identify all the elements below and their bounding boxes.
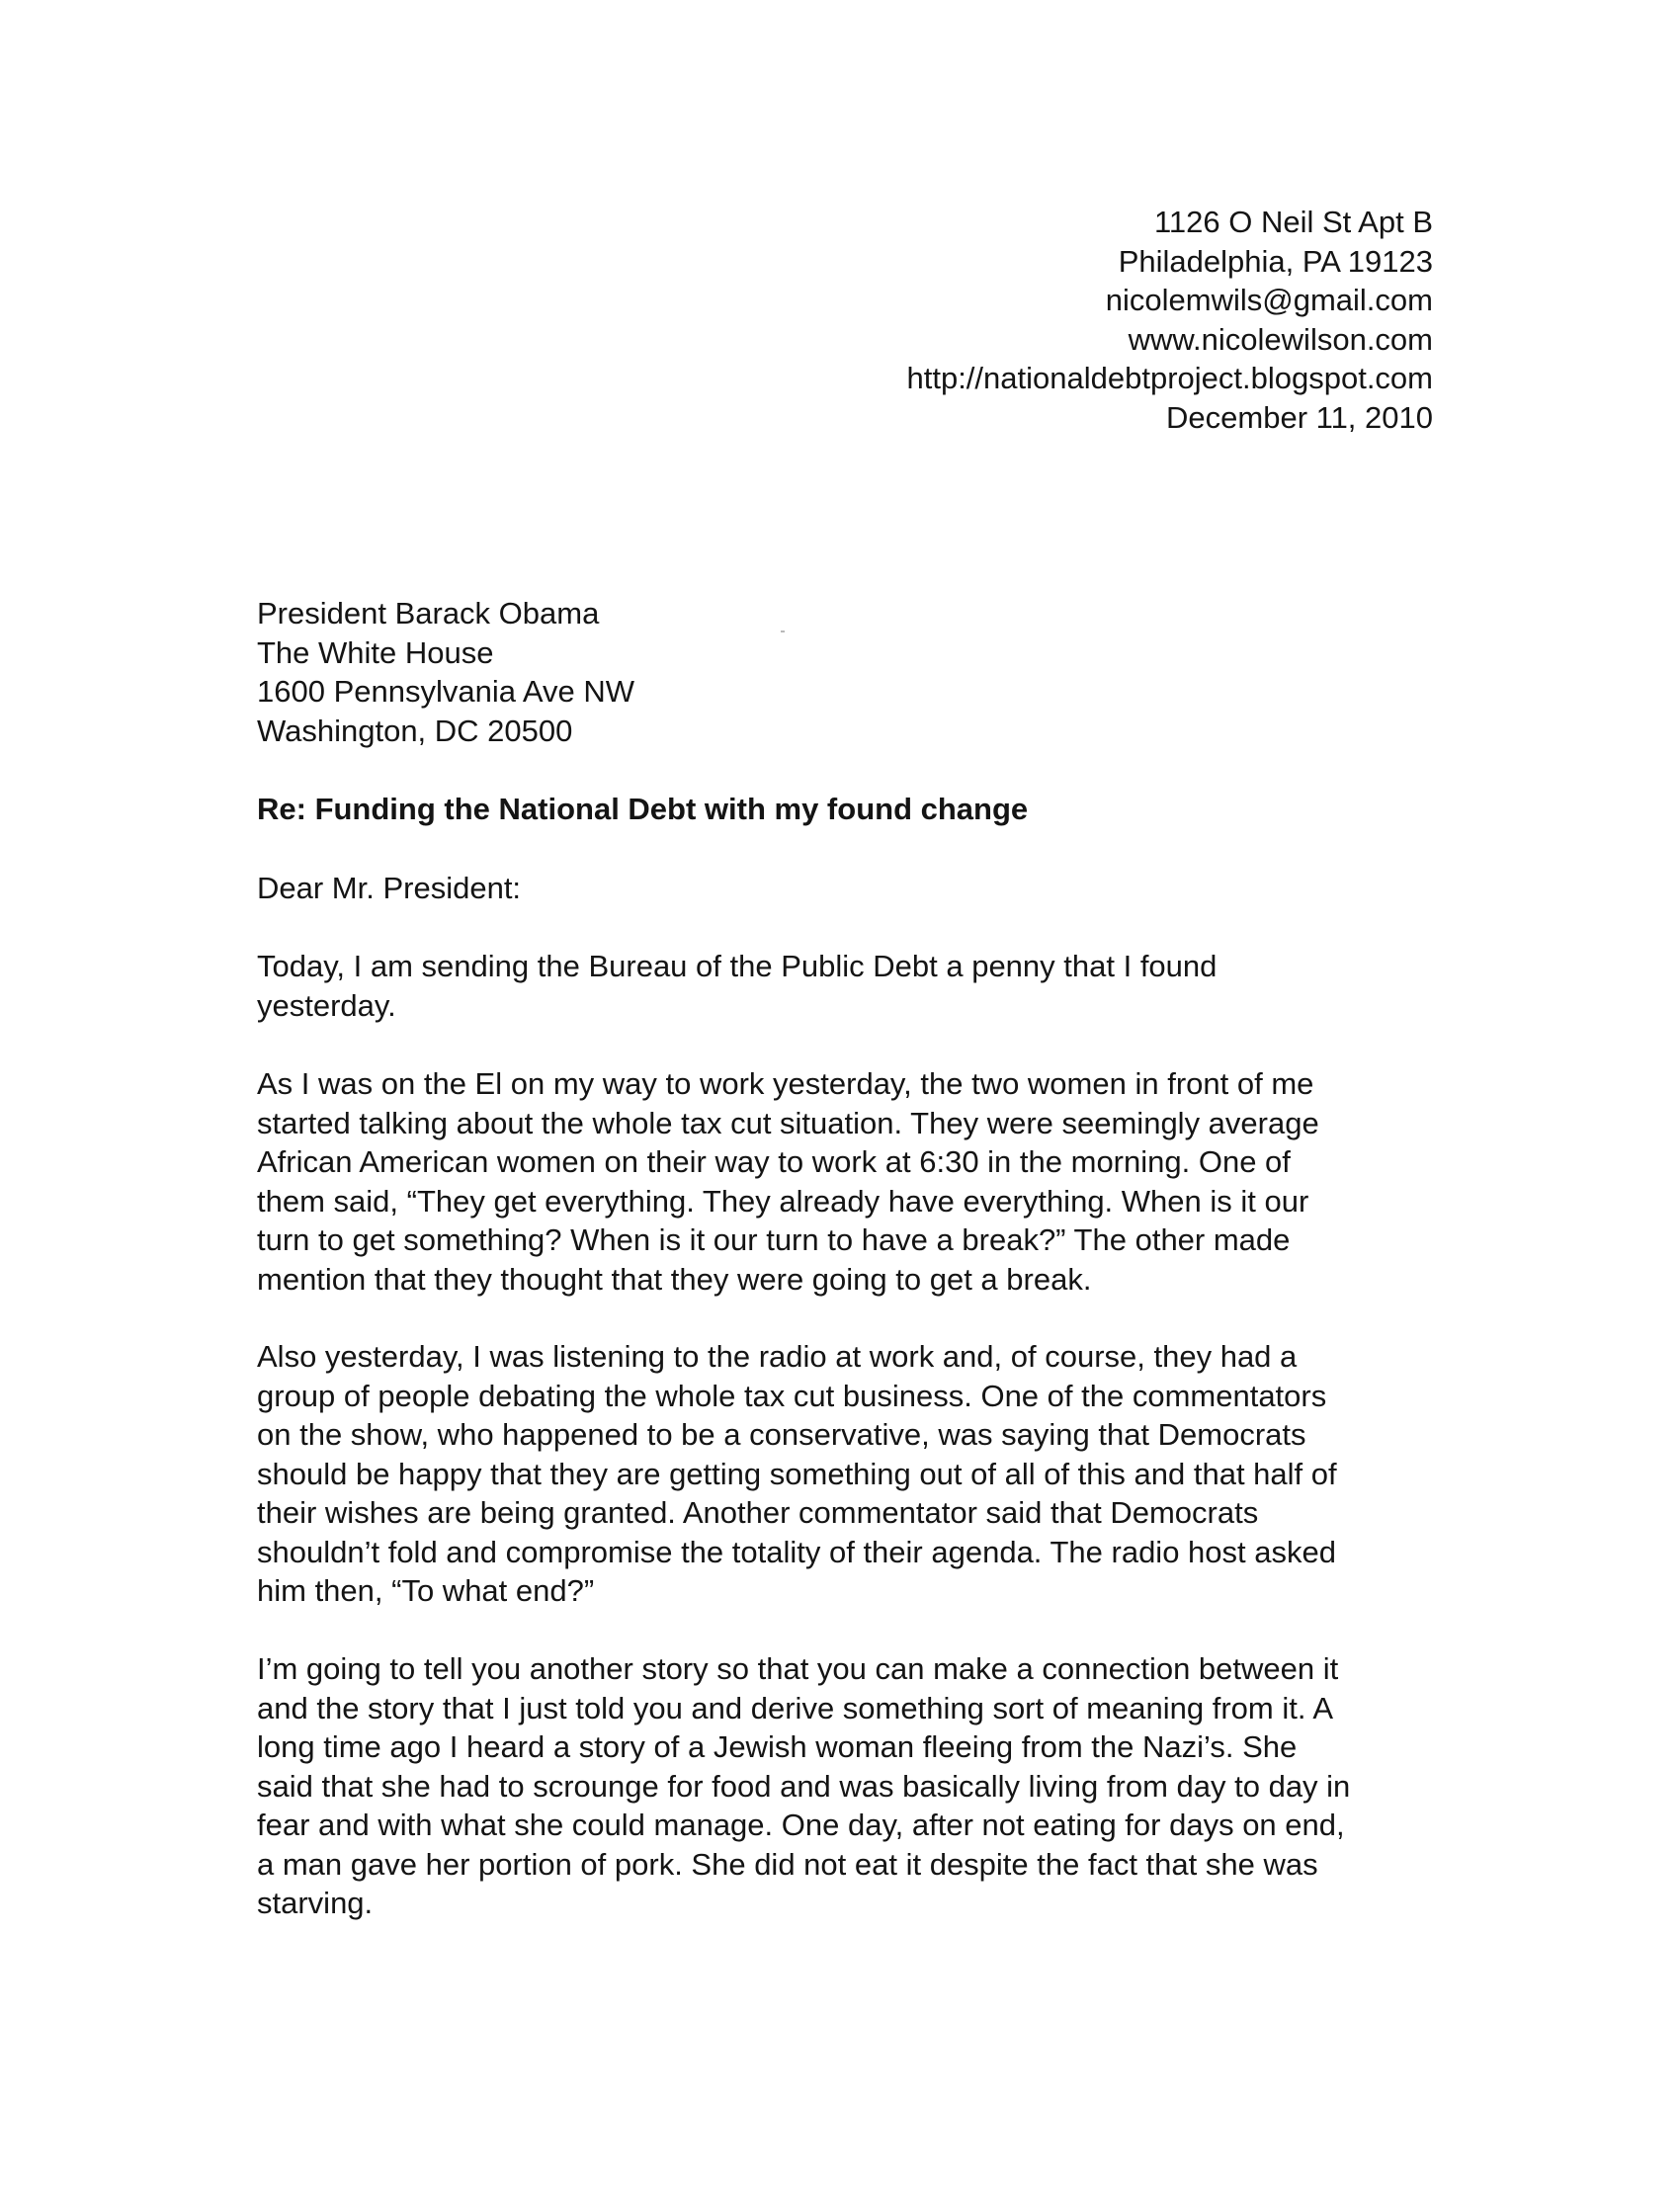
body-paragraph xyxy=(257,1337,1433,1611)
sender-street: 1126 O Neil St Apt B xyxy=(1153,205,1433,239)
paragraph-line: on the show, who happened to be a conservative, was saying that Democrats xyxy=(257,1417,1306,1452)
body-paragraph xyxy=(257,947,1433,1025)
paragraph-line: their wishes are being granted. Another commentator said that Democrats xyxy=(257,1495,1259,1530)
body-paragraph xyxy=(257,1064,1433,1299)
sender-city-state-zip: Philadelphia, PA 19123 xyxy=(1118,243,1433,279)
paragraph-line: fear and with what she could manage. One day, after not eating for days on end, xyxy=(257,1808,1345,1842)
body-paragraph xyxy=(257,1649,1433,1923)
paragraph-line: group of people debating the whole tax cut business. One of the commentators xyxy=(257,1378,1327,1413)
recipient-city-state-zip: Washington, DC 20500 xyxy=(257,713,573,748)
paragraph-line: mention that they thought that they were going to get a break. xyxy=(257,1261,1092,1297)
paragraph-line: shouldn’t fold and compromise the totality of their agenda. The radio host asked xyxy=(257,1534,1336,1569)
paragraph-line: should be happy that they are getting something out of all of this and that half of xyxy=(257,1456,1337,1491)
paragraph-line: him then, “To what end?” xyxy=(257,1573,595,1608)
sender-blog: http://nationaldebtproject.blogspot.com xyxy=(906,361,1433,395)
paragraph-line: starving. xyxy=(257,1886,374,1920)
salutation: Dear Mr. President: xyxy=(257,871,522,905)
subject-line: Re: Funding the National Debt with my found change xyxy=(257,792,1029,826)
letter-date: December 11, 2010 xyxy=(1166,399,1433,435)
paragraph-line: yesterday. xyxy=(257,987,396,1023)
paragraph-line: I’m going to tell you another story so that you can make a connection between it xyxy=(257,1651,1339,1686)
paragraph-line: Today, I am sending the Bureau of the Public Debt a penny that I found xyxy=(257,949,1218,983)
sender-email: nicolemwils@gmail.com xyxy=(1105,283,1433,317)
sender-website: www.nicolewilson.com xyxy=(1128,321,1433,357)
paragraph-line: a man gave her portion of pork. She did not eat it despite the fact that she was xyxy=(257,1846,1318,1882)
scan-speck xyxy=(781,631,785,632)
sender-address-block xyxy=(906,203,1433,437)
paragraph-line: and the story that I just told you and derive something sort of meaning from it. A xyxy=(257,1690,1334,1725)
recipient-address-block xyxy=(257,594,634,750)
paragraph-line: African American women on their way to work at 6:30 in the morning. One of xyxy=(257,1144,1291,1179)
paragraph-line: turn to get something? When is it our turn to have a break?” The other made xyxy=(257,1222,1291,1257)
paragraph-line: said that she had to scrounge for food and was basically living from day to day in xyxy=(257,1768,1351,1804)
paragraph-line: started talking about the whole tax cut situation. They were seemingly average xyxy=(257,1105,1319,1140)
paragraph-line: Also yesterday, I was listening to the radio at work and, of course, they had a xyxy=(257,1339,1298,1374)
recipient-organization: The White House xyxy=(257,634,494,670)
paragraph-line: As I was on the El on my way to work yesterday, the two women in front of me xyxy=(257,1066,1314,1101)
paragraph-line: them said, “They get everything. They already have everything. When is it our xyxy=(257,1183,1309,1219)
paragraph-line: long time ago I heard a story of a Jewish woman fleeing from the Nazi’s. She xyxy=(257,1729,1298,1764)
recipient-street: 1600 Pennsylvania Ave NW xyxy=(257,674,634,709)
recipient-name: President Barack Obama xyxy=(257,596,600,631)
